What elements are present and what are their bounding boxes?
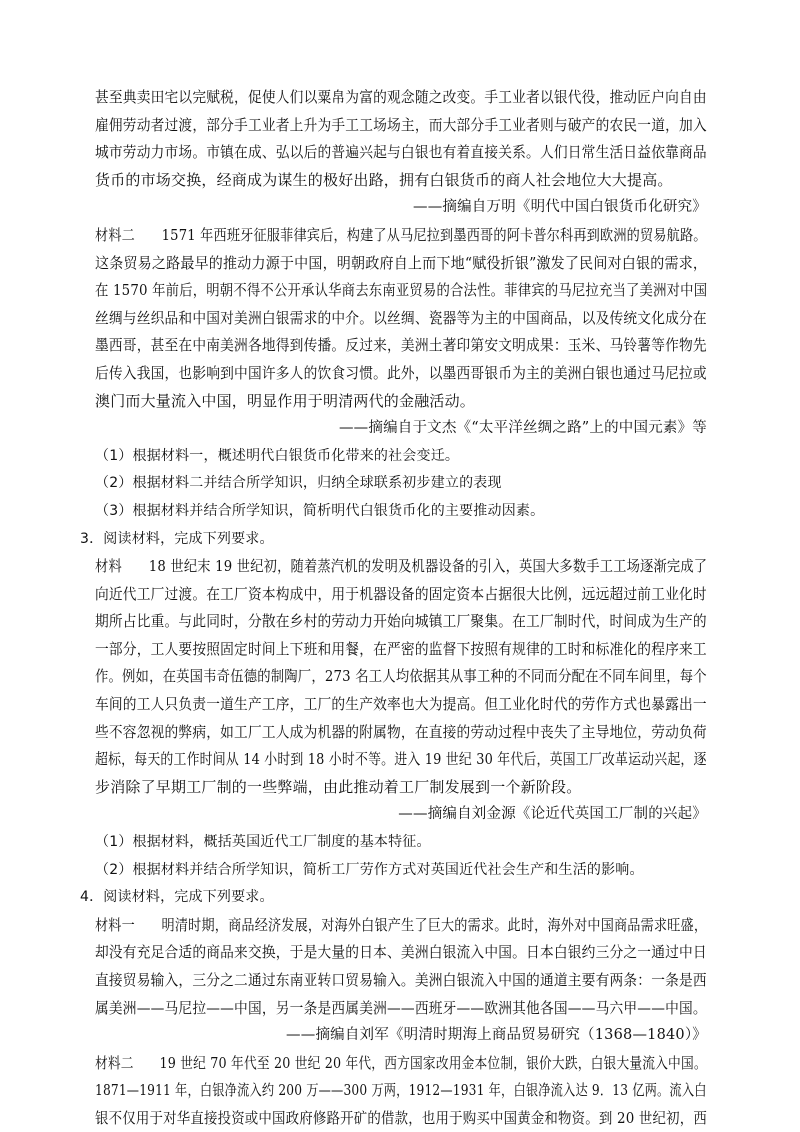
- paragraph-line: 一部分，工人要按照固定时间上下班和用餐，在严密的监督下按照有规律的工时和标准化的程序来工: [95, 640, 707, 658]
- paragraph-line: 材料二 1571 年西班牙征服菲律宾后，构建了从马尼拉到墨西哥的阿卡普尔科再到欧洲的贸易航路。: [95, 226, 707, 244]
- question-heading: 3．阅读材料，完成下列要求。: [80, 531, 274, 547]
- paragraph-line: 后传入我国，也影响到中国许多人的饮食习惯。此外，以墨西哥银币为主的美洲白银也通过马尼拉或: [95, 364, 707, 382]
- paragraph-line: 却没有充足合适的商品来交换，于是大量的日本、美洲白银流入中国。日本白银约三分之一通过中日: [95, 943, 707, 961]
- paragraph-line: 超标，每天的工作时间从 14 小时到 18 小时不等。进入 19 世纪 30 年代后，英国工厂改革运动兴起，逐: [95, 750, 707, 768]
- paragraph-line: 雇佣劳动者过渡，部分手工业者上升为手工工场场主，而大部分手工业者则与破产的农民一道，加入: [95, 116, 707, 134]
- question-item: （2）根据材料并结合所学知识，简析工厂劳作方式对英国近代社会生产和生活的影响。: [95, 862, 644, 878]
- paragraph-line: 墨西哥，甚至在中南美洲各地得到传播。反过来，美洲土著印第安文明成果：玉米、马铃薯等作物先: [95, 336, 707, 354]
- paragraph-line: 作。例如，在英国韦奇伍德的制陶厂，273 名工人均依据其从事工种的不同而分配在不同车间里，每个: [95, 667, 707, 685]
- paragraph-line: 澳门而大量流入中国，明显作用于明清两代的金融活动。: [95, 392, 476, 410]
- paragraph-line: 1871—1911 年，白银净流入约 200 万——300 万两，1912—1931 年，白银净流入达 9．13 亿两。流入白: [95, 1081, 707, 1099]
- question-item: （1）根据材料一，概述明代白银货币化带来的社会变迁。: [95, 448, 460, 464]
- paragraph-line: 城市劳动力市场。市镇在成、弘以后的普遍兴起与白银也有着直接关系。人们日常生活日益依靠商品: [95, 143, 707, 161]
- source-citation: ——摘编自刘金源《论近代英国工厂制的兴起》: [398, 806, 707, 822]
- question-item: （2）根据材料二并结合所学知识，归纳全球联系初步建立的表现: [95, 475, 502, 491]
- paragraph-line: 属美洲——马尼拉——中国，另一条是西属美洲——西班牙——欧洲其他各国——马六甲——中国。: [95, 999, 707, 1017]
- paragraph-line: 直接贸易输入，三分之二通过东南亚转口贸易输入。美洲白银流入中国的通道主要有两条：一条是西: [95, 971, 707, 989]
- paragraph-line: 步消除了早期工厂制的一些弊端，由此推动着工厂制发展到一个新阶段。: [95, 778, 582, 796]
- paragraph-line: 车间的工人只负责一道生产工序，工厂的生产效率也大为提高。但工业化时代的劳作方式也暴露出一: [95, 695, 707, 713]
- paragraph-line: 货币的市场交换，经商成为谋生的极好出路，拥有白银货币的商人社会地位大大提高。: [95, 171, 673, 189]
- paragraph-line: 些不容忽视的弊病，如工厂工人成为机器的附属物，在直接的劳动过程中丧失了主导地位，劳动负荷: [95, 723, 707, 741]
- paragraph-line: 材料二 19 世纪 70 年代至 20 世纪 20 年代，西方国家改用金本位制，银价大跌，白银大量流入中国。: [95, 1054, 707, 1072]
- question-item: （1）根据材料，概括英国近代工厂制度的基本特征。: [95, 834, 431, 850]
- paragraph-line: 丝绸与丝织品和中国对美洲白银需求的中介。以丝绸、瓷器等为主的中国商品，以及传统文化成分在: [95, 309, 707, 327]
- paragraph-line: 期所占比重。与此同时，分散在乡村的劳动力开始向城镇工厂聚集。在工厂制时代，时间成为生产的: [95, 612, 707, 630]
- question-heading: 4．阅读材料，完成下列要求。: [80, 889, 274, 905]
- source-citation: ——摘编自刘军《明清时期海上商品贸易研究（1368—1840）》: [286, 1027, 707, 1043]
- paragraph-line: 向近代工厂过渡。在工厂资本构成中，用于机器设备的固定资本占据很大比例，远远超过前工业化时: [95, 585, 707, 603]
- paragraph-line: 银不仅用于对华直接投资或中国政府修路开矿的借款，也用于购买中国黄金和物资。到 20 世纪初，西: [95, 1109, 707, 1127]
- paragraph-line: 甚至典卖田宅以完赋税，促使人们以粟帛为富的观念随之改变。手工业者以银代役，推动匠户向自由: [95, 88, 707, 106]
- paragraph-line: 这条贸易之路最早的推动力源于中国，明朝政府自上而下地“赋役折银”激发了民间对白银的需求，: [95, 254, 708, 272]
- paragraph-line: 材料 18 世纪末 19 世纪初，随着蒸汽机的发明及机器设备的引入，英国大多数手工工场逐渐完成了: [95, 557, 708, 575]
- paragraph-line: 在 1570 年前后，明朝不得不公开承认华商去东南亚贸易的合法性。菲律宾的马尼拉充当了美洲对中国: [95, 281, 708, 299]
- source-citation: ——摘编自于文杰《“太平洋丝绸之路”上的中国元素》等: [338, 420, 707, 436]
- question-item: （3）根据材料并结合所学知识，简析明代白银货币化的主要推动因素。: [95, 503, 545, 519]
- paragraph-line: 材料一 明清时期，商品经济发展，对海外白银产生了巨大的需求。此时，海外对中国商品需求旺盛，: [95, 916, 708, 934]
- source-citation: ——摘编自万明《明代中国白银货币化研究》: [413, 199, 707, 215]
